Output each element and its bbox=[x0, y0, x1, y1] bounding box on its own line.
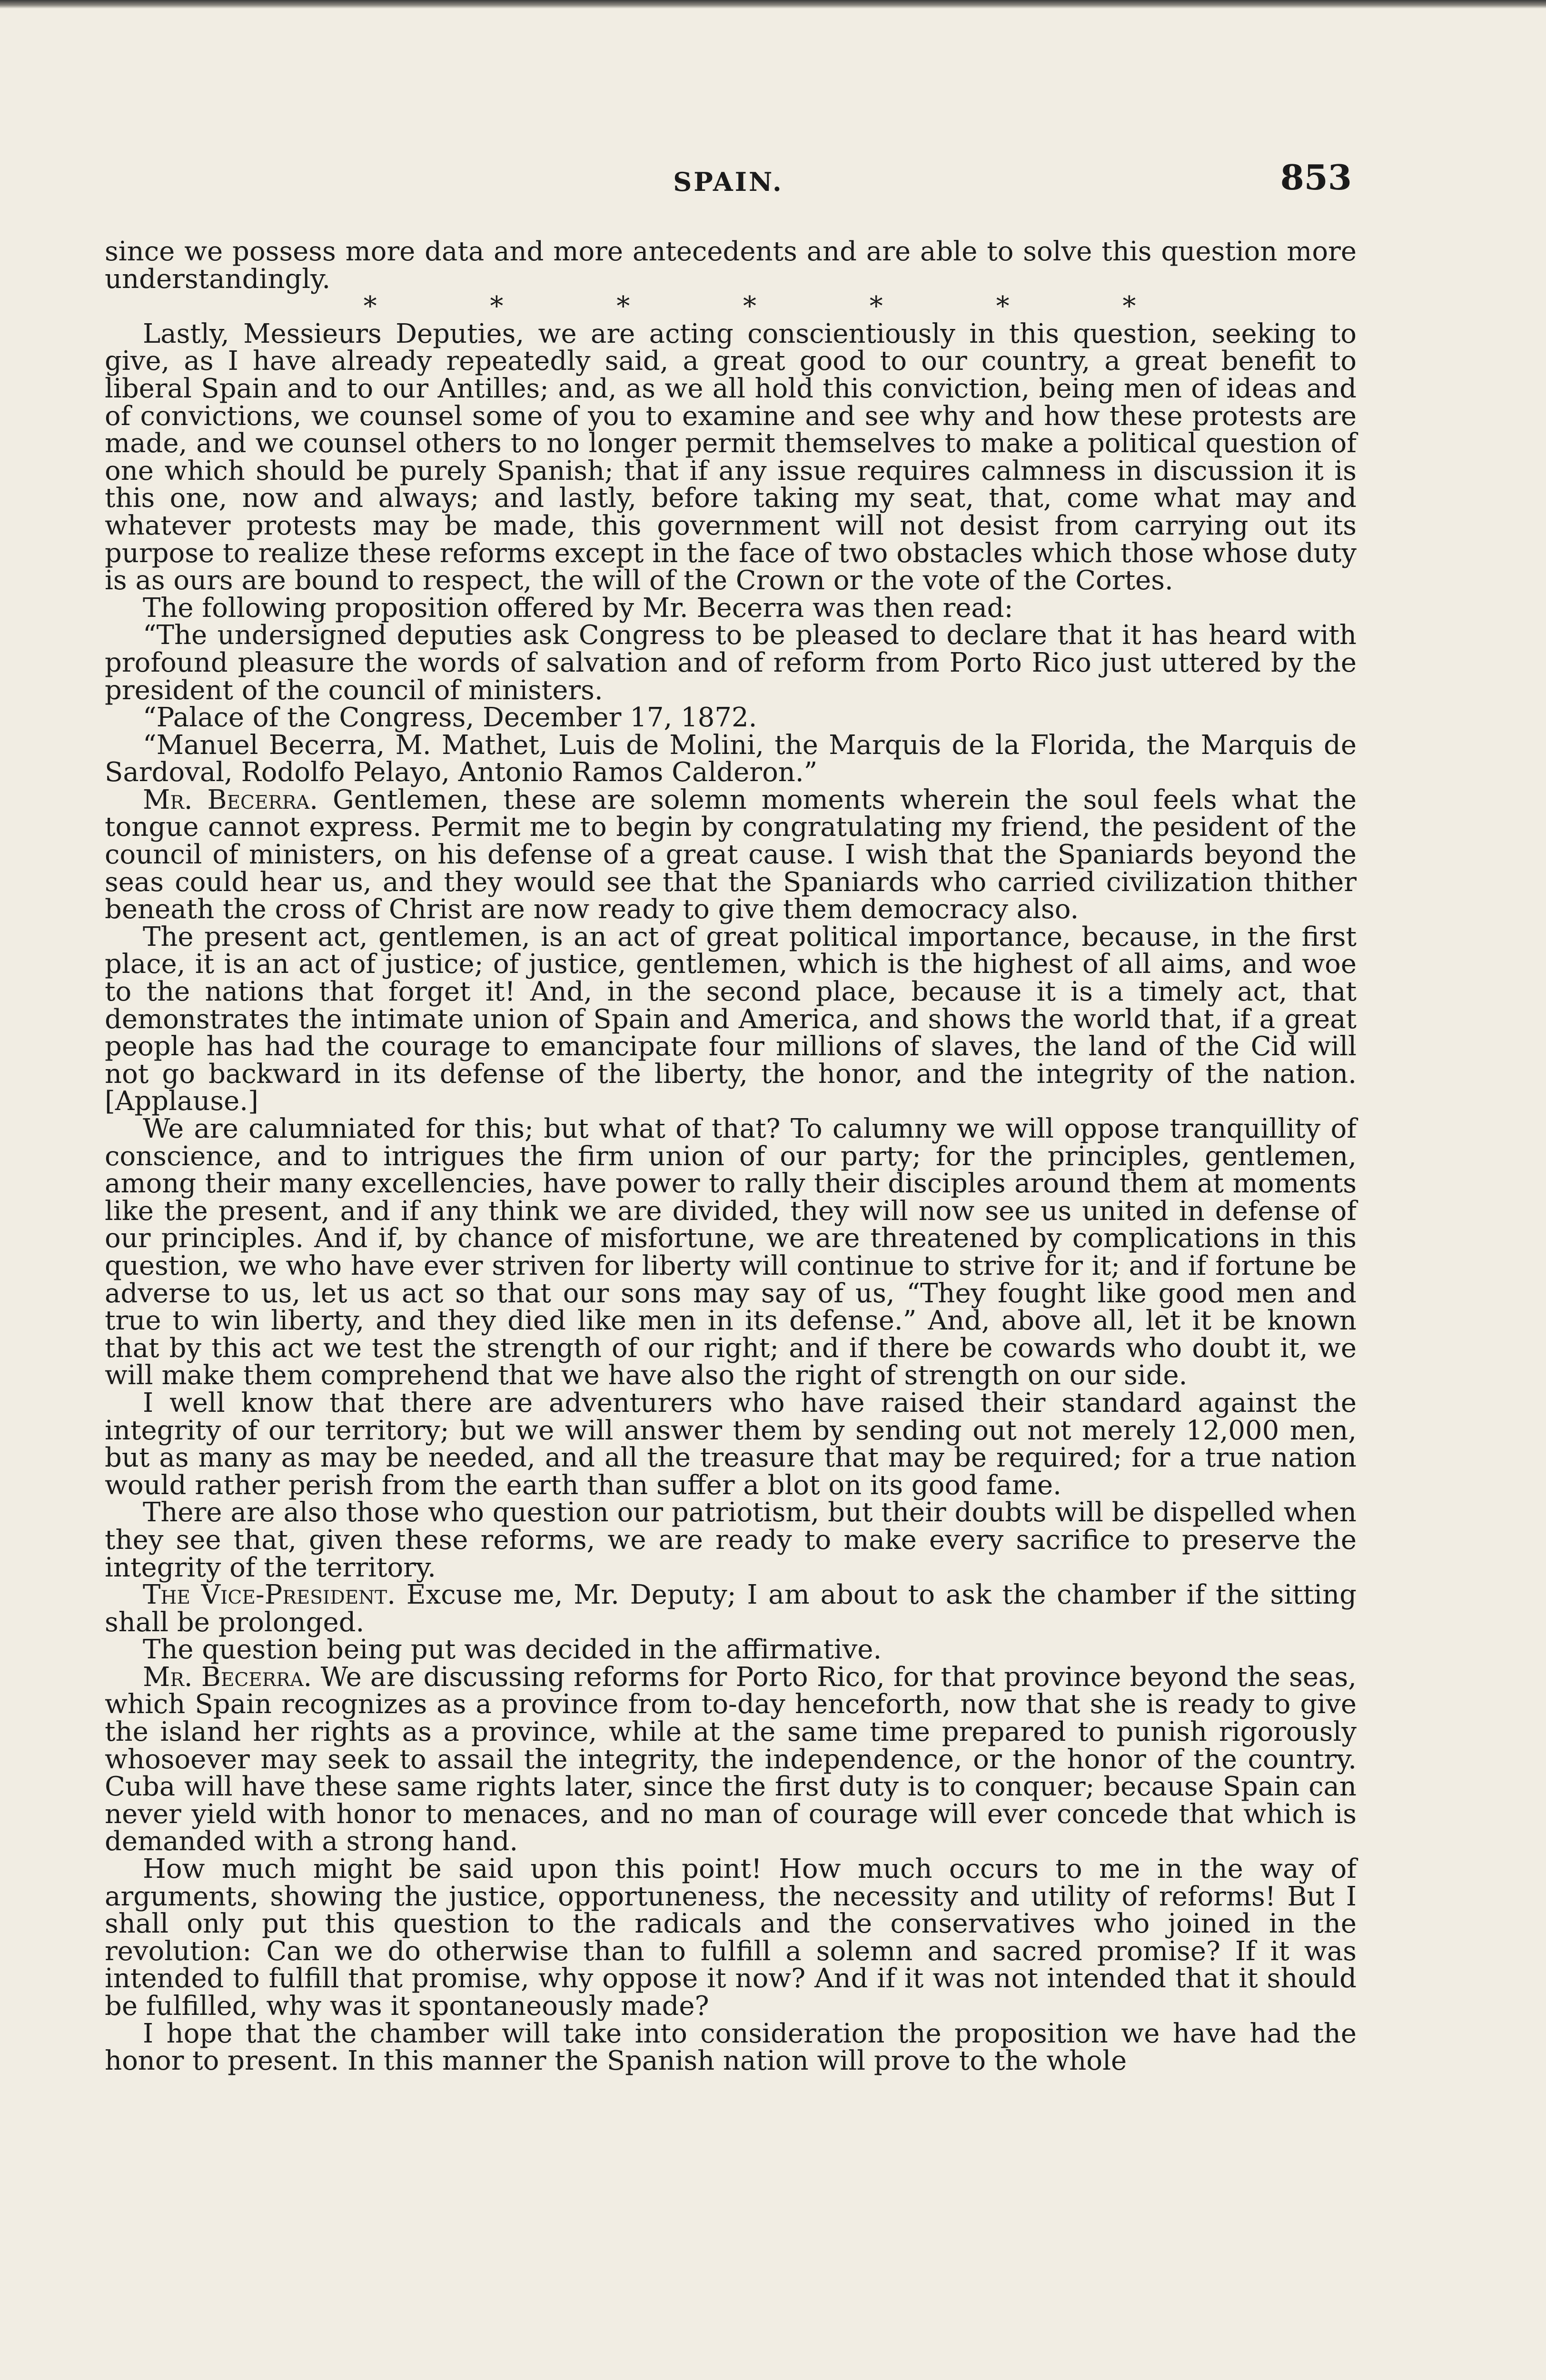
paragraph: We are calumniated for this; but what of that? To calumny we will oppose tranquillity of conscience, and to intrigues the firm union of our party; for the principles, gentlemen, among their many excellencies, have power to rally their disciples around them at moments like the present, and if any think we are divided, they will now see us united in defense of our principles. And if, by chance of misfortune, we are threatened by complications in this question, we who have ever striven for liberty will continue to strive for it; and if fortune be adverse to us, let us act so that our sons may say of us, “They fought like good men and true to win liberty, and they died like men in its defense.” And, above all, let it be known that by this act we test the strength of our right; and if there be cowards who doubt it, we will make them comprehend that we have also the right of strength on our side. bbox=[105, 1113, 1357, 1391]
speaker-name: Mr. Becerra. bbox=[143, 1661, 312, 1693]
paragraph: The present act, gentlemen, is an act of great political importance, because, in the first place, it is an act of justice; of justice, gentlemen, which is the highest of all aims, and woe to the nations that forget it! And, in the second place, because it is a timely act, that demonstrates the intimate union of Spain and America, and shows the world that, if a great people has had the courage to emancipate four millions of slaves, the land of the Cid will not go backward in its defense of the liberty, the honor, and the integrity of the nation. [Applause.] bbox=[105, 921, 1357, 1117]
speech-paragraph bbox=[105, 1661, 1357, 1857]
paragraph: The question being put was decided in the affirmative. bbox=[143, 1634, 882, 1666]
page-header bbox=[105, 157, 1352, 209]
page-number: 853 bbox=[1280, 157, 1352, 198]
quoted-signatories: “Manuel Becerra, M. Mathet, Luis de Molini, the Marquis de la Florida, the Marquis de Sardoval, Rodolfo Pelayo, Antonio Ramos Calderon.” bbox=[105, 729, 1357, 788]
speech-text: Gentlemen, these are solemn moments wherein the soul feels what the tongue cannot express. Permit me to begin by congratulating my friend, the pesident of the council of ministers, on his defense of a great cause. I wish that the Spaniards beyond the seas could hear us, and they would see that the Spaniards who carried civilization thither beneath the cross of Christ are now ready to give them democracy also. bbox=[105, 784, 1357, 925]
paragraph: since we possess more data and more antecedents and are able to solve this question more understandingly. bbox=[105, 236, 1357, 295]
speaker-name: The Vice-President. bbox=[143, 1579, 396, 1611]
paragraph: There are also those who question our patriotism, but their doubts will be dispelled when they see that, given these reforms, we are ready to make every sacrifice to preserve the integrity of the territory. bbox=[105, 1497, 1357, 1583]
paragraph: The following proposition offered by Mr. Becerra was then read: bbox=[143, 592, 1013, 624]
paragraph: I well know that there are adventurers who have raised their standard against the integrity of our territory; but we will answer them by sending out not merely 12,000 men, but as many as may be needed, and all the treasure that may be required; for a true nation would rather perish from the earth than suffer a blot on its good fame. bbox=[105, 1387, 1357, 1501]
quoted-dateline: “Palace of the Congress, December 17, 1872. bbox=[143, 702, 757, 734]
speech-paragraph bbox=[105, 786, 1357, 923]
quoted-proposition: “The undersigned deputies ask Congress to be pleased to declare that it has heard with profound pleasure the words of salvation and of reform from Porto Rico just uttered by the president of the council of ministers. bbox=[105, 620, 1357, 706]
speaker-name: Mr. Becerra. bbox=[143, 784, 318, 815]
body-text bbox=[105, 238, 1357, 2075]
paragraph: How much might be said upon this point! How much occurs to me in the way of arguments, showing the justice, opportuneness, the necessity and utility of reforms! But I shall only put this question to the radicals and the conservatives who joined in the revolution: Can we do otherwise than to fulfill a solemn and sacred promise? If it was intended to fulfill that promise, why oppose it now? And if it was not intended that it should be fulfilled, why was it spontaneously made? bbox=[105, 1854, 1357, 2022]
paragraph: I hope that the chamber will take into consideration the proposition we have had the honor to present. In this manner the Spanish nation will prove to the whole bbox=[105, 2018, 1357, 2077]
speech-text: We are discussing reforms for Porto Rico, for that province beyond the seas, which Spain recognizes as a province from to-day henceforth, now that she is ready to give the island her rights as a province, while at the same time prepared to punish rigorously whosoever may seek to assail the integrity, the independence, or the honor of the country. Cuba will have these same rights later, since the first duty is to conquer; because Spain can never yield with honor to menaces, and no man of courage will ever concede that which is demanded with a strong hand. bbox=[105, 1661, 1357, 1857]
speech-paragraph bbox=[105, 1581, 1357, 1636]
paragraph: Lastly, Messieurs Deputies, we are acting conscientiously in this question, seeking to give, as I have already repeatedly said, a great good to our country, a great benefit to liberal Spain and to our Antilles; and, as we all hold this conviction, being men of ideas and of convictions, we counsel some of you to examine and see why and how these protests are made, and we counsel others to no longer permit themselves to make a political question of one which should be purely Spanish; that if any issue requires calmness in discussion it is this one, now and always; and lastly, before taking my seat, that, come what may and whatever protests may be made, this government will not desist from carrying out its purpose to realize these reforms except in the face of two obstacles which those whose duty is as ours are bound to respect, the will of the Crown or the vote of the Cortes. bbox=[105, 318, 1357, 596]
speech-text: Excuse me, Mr. Deputy; I am about to ask the chamber if the sitting shall be prolonged. bbox=[105, 1579, 1357, 1638]
scan-top-edge bbox=[0, 0, 1546, 9]
ellipsis-stars: * * * * * * * bbox=[363, 291, 1136, 322]
running-head: SPAIN. bbox=[673, 167, 783, 197]
